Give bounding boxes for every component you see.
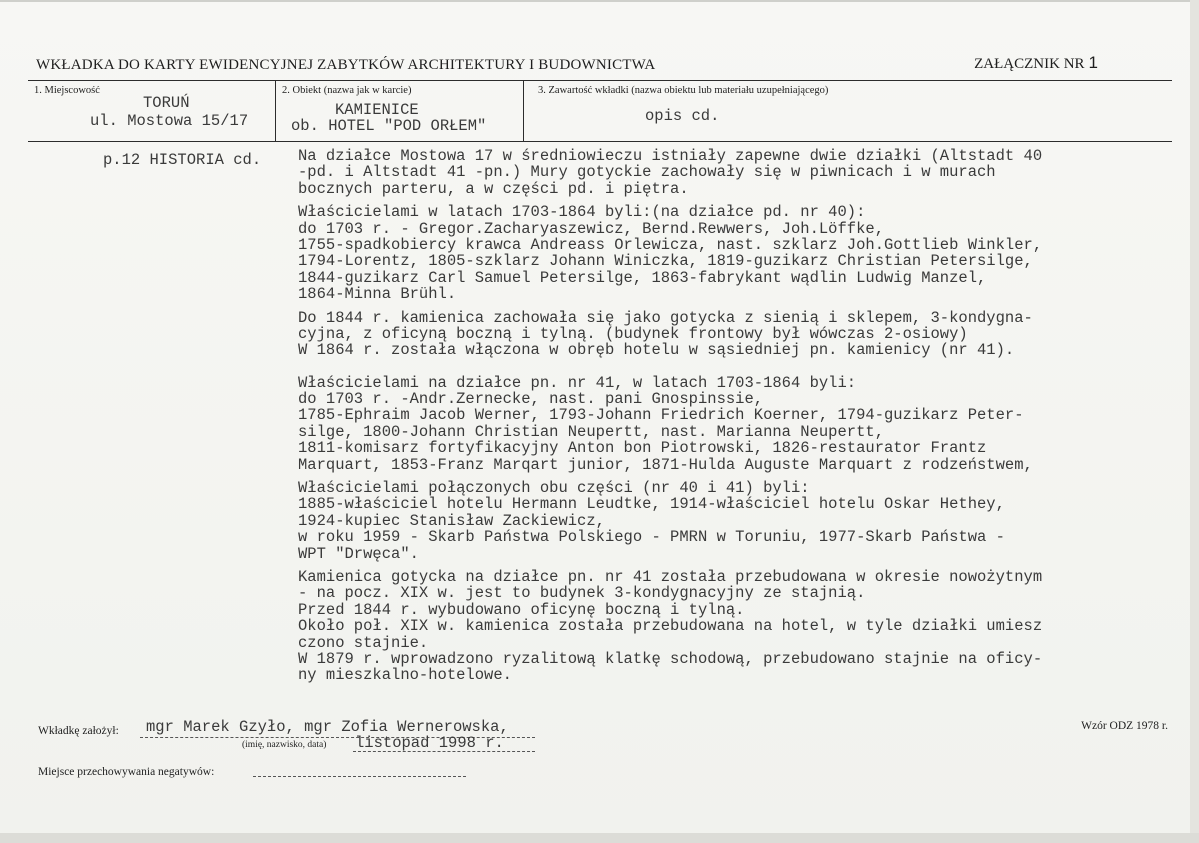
paragraph-3 <box>298 310 1178 359</box>
text-line: Na działce Mostowa 17 w średniowieczu istniały zapewne dwie działki (Altstadt 40 <box>298 147 1043 165</box>
text-line: do 1703 r. -Andr.Zernecke, nast. pani Gnospinssie, <box>298 390 764 409</box>
document-title: WKŁADKA DO KARTY EWIDENCYJNEJ ZABYTKÓW ARCHITEKTURY I BUDOWNICTWA <box>36 57 656 73</box>
history-text <box>298 148 1178 684</box>
text-line: 1844-guzikarz Carl Samuel Petersilge, 1863-fabrykant wądlin Ludwig Manzel, <box>298 268 987 287</box>
text-line: 1885-właściciel hotelu Hermann Leudtke, 1914-właściciel hotelu Oskar Hethey, <box>298 495 1005 514</box>
text-line: WPT "Drwęca". <box>298 544 419 563</box>
text-line: Właścicielami na działce pn. nr 41, w latach 1703-1864 byli: <box>298 373 857 392</box>
header-divider-2 <box>523 80 524 142</box>
text-line: - na pocz. XIX w. jest to budynek 3-kondygnacyjny ze stajnią. <box>298 584 866 603</box>
paragraph-1 <box>298 148 1178 197</box>
text-line: w roku 1959 - Skarb Państwa Polskiego - PMRN w Toruniu, 1977-Skarb Państwa - <box>298 528 1005 547</box>
text-line: ny mieszkalno-hotelowe. <box>298 666 512 685</box>
header-top-rule <box>28 80 1172 81</box>
text-line: 1785-Ephraim Jacob Werner, 1793-Johann Friedrich Koerner, 1794-guzikarz Peter- <box>298 406 1024 425</box>
text-line: Przed 1844 r. wybudowano oficynę boczną i tylną. <box>298 600 745 619</box>
text-line: bocznych parteru, a w części pd. i piętra. <box>298 179 689 198</box>
locality-label: 1. Miejscowość <box>34 85 100 96</box>
text-line: Właścicielami połączonych obu części (nr 40 i 41) byli: <box>298 479 810 498</box>
founder-value: mgr Marek Gzyło, mgr Zofia Wernerowska, <box>146 718 509 736</box>
paper-edge-bottom <box>0 833 1199 843</box>
annex-label-text: ZAŁĄCZNIK NR <box>974 56 1085 72</box>
locality-city: TORUŃ <box>143 94 190 112</box>
founder-hint: (imię, nazwisko, data) <box>242 740 327 750</box>
text-line: Właścicielami w latach 1703-1864 byli:(na działce pd. nr 40): <box>298 203 866 222</box>
contents-value: opis cd. <box>645 107 720 125</box>
object-label: 2. Obiekt (nazwa jak w karcie) <box>282 85 412 96</box>
text-line: Do 1844 r. kamienica zachowała się jako gotycka z sienią i sklepem, 3-kondygna- <box>298 308 1033 327</box>
header-divider-1 <box>275 80 276 142</box>
annex-label <box>974 53 1098 73</box>
contents-label: 3. Zawartość wkładki (nazwa obiektu lub materiału uzupełniającego) <box>538 85 829 96</box>
text-line: do 1703 r. - Gregor.Zacharyaszewicz, Bernd.Rewwers, Joh.Löffke, <box>298 219 884 238</box>
paper-edge-top <box>0 0 1199 2</box>
storage-line <box>253 776 466 777</box>
text-line: W 1879 r. wprowadzono ryzalitową klatkę schodową, przebudowano stajnie na oficy- <box>298 649 1043 668</box>
object-detail: ob. HOTEL "POD ORŁEM" <box>291 117 487 135</box>
paragraph-4 <box>298 375 1178 473</box>
founder-label: Wkładkę założył: <box>38 725 119 737</box>
text-line: 1811-komisarz fortyfikacyjny Anton bon Piotrowski, 1826-restaurator Frantz <box>298 439 987 458</box>
text-line: 1794-Lorentz, 1805-szklarz Johann Winiczka, 1819-guzikarz Christian Petersilge, <box>298 252 1033 271</box>
paper-edge-right <box>1190 0 1199 843</box>
text-line: W 1864 r. została włączona w obręb hotelu w sąsiedniej pn. kamienicy (nr 41). <box>298 341 1015 360</box>
date-line <box>353 751 535 752</box>
paragraph-5 <box>298 480 1178 562</box>
text-line: silge, 1800-Johann Christian Neupertt, nast. Marianna Neupertt, <box>298 422 884 441</box>
text-line: czono stajnie. <box>298 633 429 652</box>
storage-label: Miejsce przechowywania negatywów: <box>38 766 215 778</box>
object-name: KAMIENICE <box>335 101 419 119</box>
text-line: 1755-spadkobiercy krawca Andreass Orlewicza, nast. szklarz Joh.Gottlieb Winkler, <box>298 235 1043 254</box>
header-bottom-rule <box>28 141 1172 142</box>
annex-number: 1 <box>1088 53 1098 72</box>
text-line: 1864-Minna Brühl. <box>298 285 457 304</box>
date-value: listopad 1998 r. <box>355 734 504 752</box>
text-line: -pd. i Altstadt 41 -pn.) Mury gotyckie zachowały się w piwnicach i w murach <box>298 163 996 182</box>
text-line: Kamienica gotycka na działce pn. nr 41 została przebudowana w okresie nowożytnym <box>298 567 1043 586</box>
form-model: Wzór ODZ 1978 r. <box>1081 720 1168 732</box>
text-line: 1924-kupiec Stanisław Zackiewicz, <box>298 511 605 530</box>
locality-address: ul. Mostowa 15/17 <box>90 112 249 130</box>
text-line: Około poł. XIX w. kamienica została przebudowana na hotel, w tyle działki umiesz <box>298 617 1043 636</box>
text-line: Marquart, 1853-Franz Marqart junior, 1871-Hulda Auguste Marquart z rodzeństwem, <box>298 455 1033 474</box>
section-label: p.12 HISTORIA cd. <box>103 151 262 169</box>
text-line: cyjna, z oficyną boczną i tylną. (budynek frontowy był wówczas 2-osiowy) <box>298 324 968 343</box>
paragraph-6 <box>298 569 1178 684</box>
paragraph-2 <box>298 204 1178 302</box>
